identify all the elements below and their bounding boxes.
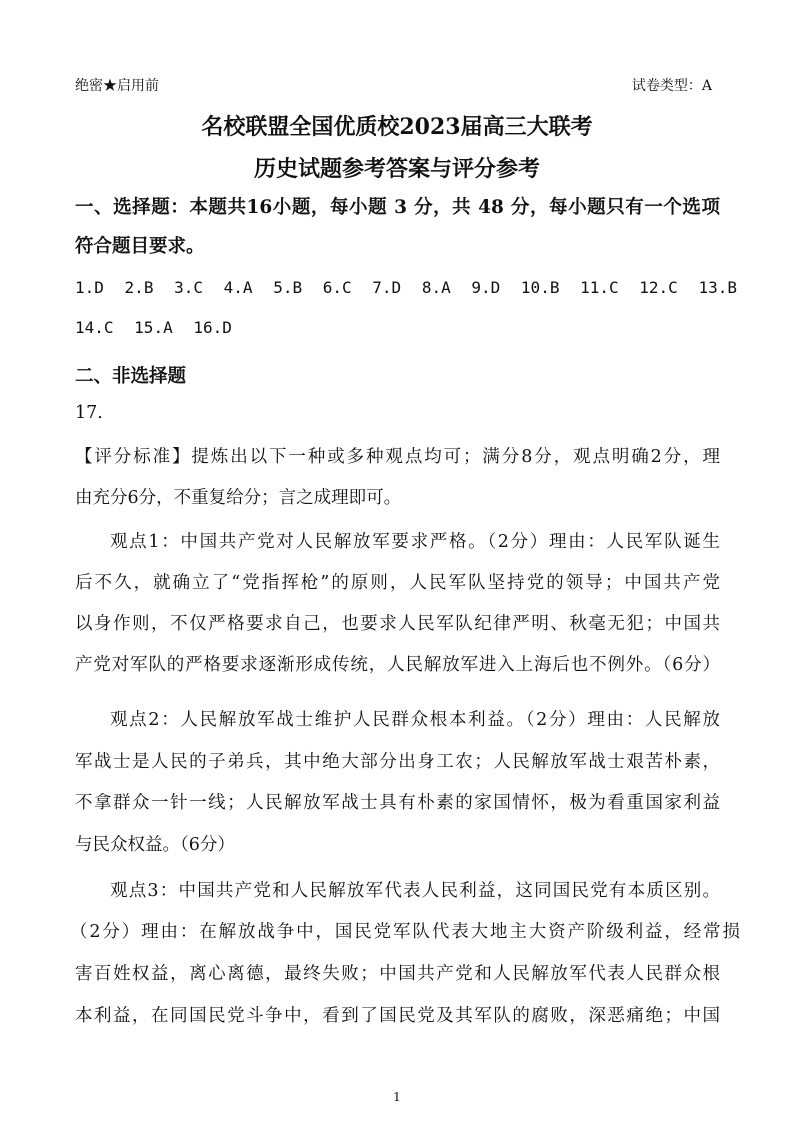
view1-line: 产党对军队的严格要求逐渐形成传统，人民解放军进入上海后也不例外。（6分） xyxy=(75,655,720,675)
answer-item: 14.C xyxy=(75,318,114,337)
answer-item: 10.B xyxy=(520,278,560,297)
answer-item: 8.A xyxy=(421,278,451,297)
question-17-label: 17. xyxy=(75,403,103,423)
view2-line: 军战士是人民的子弟兵，其中绝大部分出身工农；人民解放军战士艰苦朴素， xyxy=(75,752,720,772)
answers-row-1 xyxy=(75,278,748,297)
exam-title: 名校联盟全国优质校2023届高三大联考 xyxy=(201,114,593,140)
view2-line: 不拿群众一针一线；人民解放军战士具有朴素的家国情怀，极为看重国家利益 xyxy=(75,793,720,813)
view3-line: 观点3：中国共产党和人民解放军代表人民利益，这同国民党有本质区别。 xyxy=(110,881,720,901)
answer-item: 9.D xyxy=(471,278,501,297)
exam-type-label: 试卷类型：A xyxy=(631,78,712,94)
answer-item: 4.A xyxy=(223,278,253,297)
answers-row-2 xyxy=(75,318,243,337)
criteria-line: 由充分6分，不重复给分；言之成理即可。 xyxy=(75,488,402,508)
view1-line: 后不久，就确立了“党指挥枪”的原则，人民军队坚持党的领导；中国共产党 xyxy=(75,573,720,593)
section1-heading-cont: 符合题目要求。 xyxy=(75,236,205,257)
answer-item: 13.B xyxy=(698,278,737,297)
answer-item: 3.C xyxy=(174,278,203,297)
section2-heading: 二、非选择题 xyxy=(75,366,187,387)
page-number: 1 xyxy=(393,1090,401,1104)
answer-item: 11.C xyxy=(580,278,619,297)
answer-item: 16.D xyxy=(193,318,232,337)
answer-item: 12.C xyxy=(639,278,678,297)
confidential-label: 绝密★启用前 xyxy=(75,78,159,94)
view1-line: 观点1：中国共产党对人民解放军要求严格。（2分）理由：人民军队诞生 xyxy=(110,532,720,552)
view3-line: 害百姓权益，离心离德，最终失败；中国共产党和人民解放军代表人民群众根 xyxy=(75,964,720,984)
criteria-line: 【评分标准】提炼出以下一种或多种观点均可；满分8分，观点明确2分，理 xyxy=(75,447,720,467)
answer-item: 5.B xyxy=(273,278,303,297)
view3-line: 本利益，在同国民党斗争中，看到了国民党及其军队的腐败，深恶痛绝；中国 xyxy=(75,1006,720,1026)
view3-line: （2分）理由：在解放战争中，国民党军队代表大地主大资产阶级利益，经常损 xyxy=(70,922,740,942)
answer-item: 1.D xyxy=(75,278,104,297)
answer-item: 6.C xyxy=(322,278,352,297)
answer-item: 7.D xyxy=(372,278,402,297)
exam-subtitle: 历史试题参考答案与评分参考 xyxy=(253,156,540,182)
view1-line: 以身作则，不仅严格要求自己，也要求人民军队纪律严明、秋毫无犯；中国共 xyxy=(75,614,720,634)
view2-line: 观点2：人民解放军战士维护人民群众根本利益。（2分）理由：人民解放 xyxy=(110,710,720,730)
view2-line: 与民众权益。（6分） xyxy=(75,835,235,855)
answer-item: 15.A xyxy=(134,318,173,337)
answer-item: 2.B xyxy=(124,278,154,297)
section1-heading: 一、选择题：本题共16小题，每小题 3 分，共 48 分，每小题只有一个选项 xyxy=(75,197,720,218)
